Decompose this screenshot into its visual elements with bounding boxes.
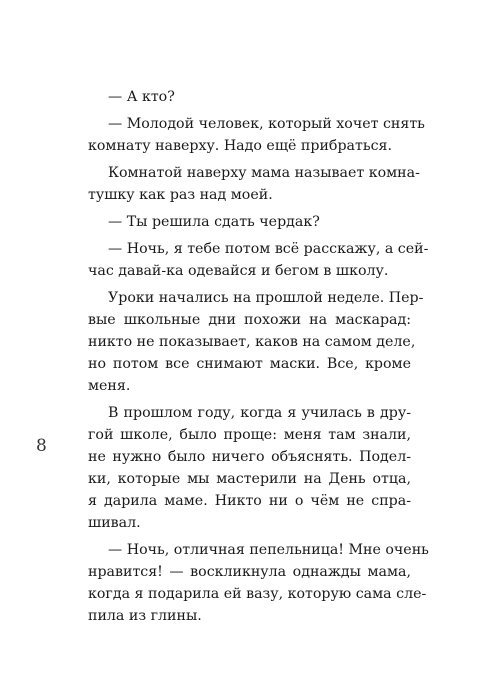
text-line: комнату наверху. Надо ещё прибраться. bbox=[88, 138, 392, 154]
text-line: Комнатой наверху мама называет комна- bbox=[108, 165, 420, 181]
paragraph bbox=[88, 402, 411, 534]
text-line: никто не показывает, каков на самом деле, bbox=[88, 334, 416, 350]
text-line: — Молодой человек, который хочет снять bbox=[108, 116, 425, 132]
paragraph bbox=[88, 113, 425, 157]
text-line: гой школе, было проще: меня там знали, bbox=[88, 427, 411, 443]
paragraph bbox=[88, 86, 411, 108]
text-line: В прошлом году, когда я училась в дру- bbox=[108, 405, 411, 421]
text-line: меня. bbox=[88, 378, 131, 394]
paragraph bbox=[88, 539, 429, 627]
text-line: — Ночь, отличная пепельница! Мне очень bbox=[108, 542, 429, 558]
page-number: 8 bbox=[36, 436, 47, 456]
text-line: — А кто? bbox=[108, 89, 175, 105]
text-line: когда я подарила ей вазу, которую сама сле- bbox=[88, 586, 427, 602]
text-line: но потом все снимают маски. Все, кроме bbox=[88, 356, 411, 372]
text-line: пила из глины. bbox=[88, 608, 202, 624]
text-line: я дарила маме. Никто ни о чём не спра- bbox=[88, 493, 411, 509]
text-line: нравится! — воскликнула однажды мама, bbox=[88, 564, 411, 580]
text-line: не нужно было ничего объяснять. Подел- bbox=[88, 449, 411, 465]
text-line: — Ночь, я тебе потом всё расскажу, а сей- bbox=[108, 241, 429, 257]
paragraph bbox=[88, 238, 429, 282]
paragraph bbox=[88, 162, 420, 206]
text-line: ки, которые мы мастерили на День отца, bbox=[88, 471, 411, 487]
text-line: тушку как раз над моей. bbox=[88, 187, 273, 203]
text-line: Уроки начались на прошлой неделе. Пер- bbox=[108, 290, 424, 306]
paragraph bbox=[88, 211, 411, 233]
text-line: шивал. bbox=[88, 515, 141, 531]
text-line: час давай-ка одевайся и бегом в школу. bbox=[88, 263, 389, 279]
paragraph bbox=[88, 287, 424, 397]
text-line: — Ты решила сдать чердак? bbox=[108, 214, 320, 230]
text-line: вые школьные дни похожи на маскарад: bbox=[88, 312, 411, 328]
body-text bbox=[88, 86, 429, 632]
